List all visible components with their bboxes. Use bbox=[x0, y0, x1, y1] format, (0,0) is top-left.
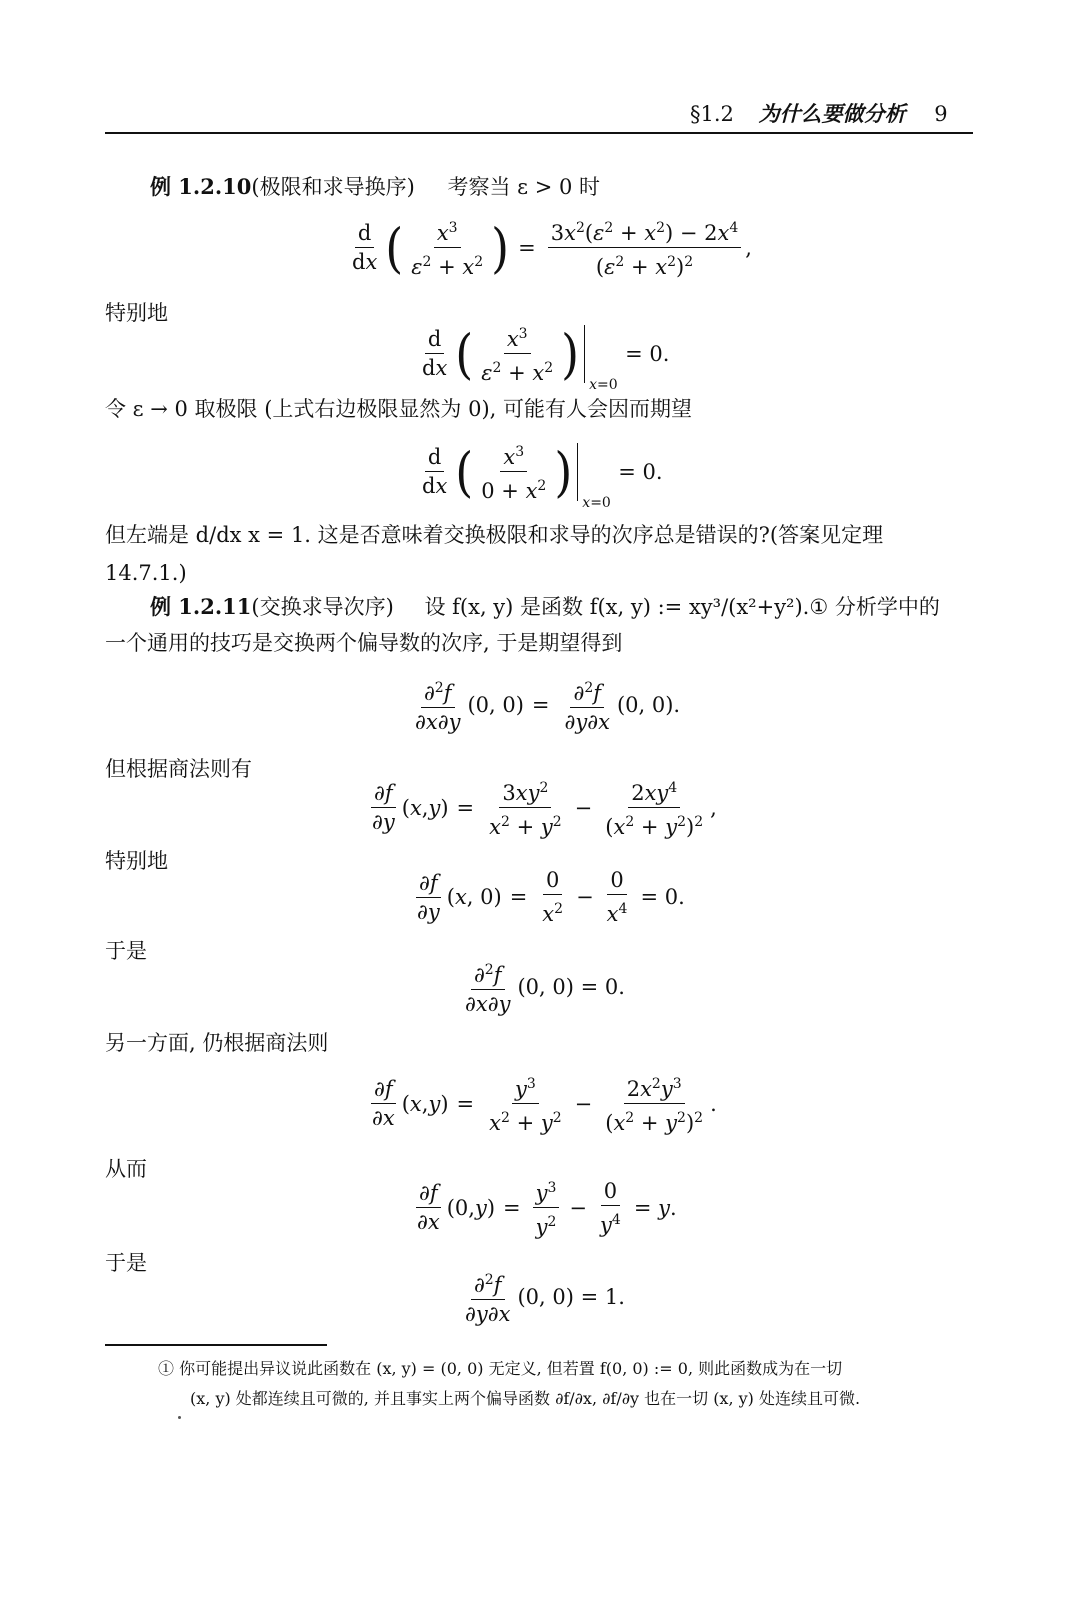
header-title: 为什么要做分析 bbox=[758, 101, 906, 126]
text-quotient-rule: 但根据商法则有 bbox=[105, 757, 252, 781]
text-thus: 从而 bbox=[105, 1157, 147, 1181]
example-2-intro-line2: 一个通用的技巧是交换两个偏导数的次序, 于是期望得到 bbox=[105, 631, 623, 655]
text-but-line1: 但左端是 d/dx x = 1. 这是否意味着交换极限和求导的次序总是错误的?(答案见定理 bbox=[105, 523, 884, 547]
example-1-title: (极限和求导换序) bbox=[251, 175, 415, 199]
equation-dxdy-zero: $\frac{\partial^2f}{\partial x\partial y}$ (0, 0) = 0. bbox=[458, 958, 625, 1016]
page-header bbox=[690, 98, 948, 128]
equation-limit-expected: $\frac{d}{dx}$ ( $\frac{x^3}{0 + x^2}$ ) x=0 = 0. bbox=[422, 440, 663, 511]
text-other-hand: 另一方面, 仍根据商法则 bbox=[105, 1031, 329, 1055]
equation-dydx-one: $\frac{\partial^2f}{\partial y\partial x}$ (0, 0) = 1. bbox=[458, 1268, 625, 1326]
text-special-1: 特别地 bbox=[105, 301, 168, 325]
footnote-text-2: (x, y) 处都连续且可微的, 并且事实上两个偏导函数 ∂f/∂x, ∂f/∂y 也在一切 (x, y) 处连续且可微. bbox=[190, 1389, 861, 1408]
footnote-rule bbox=[105, 1344, 327, 1346]
example-2-heading bbox=[150, 590, 940, 624]
example-1-label: 例 1.2.10 bbox=[150, 174, 252, 199]
footnote-marker: ① bbox=[158, 1359, 175, 1378]
page-number: 9 bbox=[934, 102, 948, 126]
equation-derivative-general: $\frac{d}{dx}$ ( $\frac{x^3}{\varepsilon^2 + x^2}$ ) = $\frac{3x^2(\varepsilon^2 + x^2) - 2x^4}{(\varepsilon^2 + x^2)^2}$ , bbox=[352, 216, 752, 279]
text-but-line2: 14.7.1.) bbox=[105, 561, 187, 585]
example-1-intro: 考察当 ε > 0 时 bbox=[447, 175, 601, 199]
example-2-title: (交换求导次序) bbox=[251, 595, 394, 619]
header-rule bbox=[105, 132, 973, 134]
header-section: §1.2 bbox=[690, 102, 734, 126]
equation-df-dx: $\frac{\partial f}{\partial x}$ ( x , y ) = $\frac{y^3}{x^2 + y^2}$ − $\frac{2x^2y^3}{(x^2 + y^2)^2}$ . bbox=[365, 1072, 717, 1135]
equation-df-dy: $\frac{\partial f}{\partial y}$ ( x , y ) = $\frac{3xy^2}{x^2 + y^2}$ − $\frac{2xy^4}{(x^2 + y^2)^2}$ , bbox=[365, 776, 717, 839]
text-then-1: 于是 bbox=[105, 939, 147, 963]
example-1-heading bbox=[150, 170, 600, 204]
scan-speck bbox=[178, 1416, 181, 1419]
text-then-2: 于是 bbox=[105, 1251, 147, 1275]
example-2-intro-line1: 设 f(x, y) 是函数 f(x, y) := xy³/(x²+y²).① 分析学中的 bbox=[424, 595, 940, 619]
equation-df-dx-at-0y: $\frac{\partial f}{\partial x}$ (0, y ) = $\frac{y^3}{y^2}$ − $\frac{0}{y^4}$ = y. bbox=[410, 1176, 677, 1239]
footnote-text-1: 你可能提出异议说此函数在 (x, y) = (0, 0) 无定义, 但若置 f(0, 0) := 0, 则此函数成为在一切 bbox=[179, 1359, 843, 1378]
equation-derivative-at-zero: $\frac{d}{dx}$ ( $\frac{x^3}{\varepsilon^2 + x^2}$ ) x=0 = 0. bbox=[422, 322, 670, 393]
equation-df-dy-at-x0: $\frac{\partial f}{\partial y}$ ( x , 0) = $\frac{0}{x^2}$ − $\frac{0}{x^4}$ = 0. bbox=[417, 868, 685, 926]
footnote-line1 bbox=[158, 1354, 842, 1384]
example-2-label: 例 1.2.11 bbox=[150, 594, 252, 619]
text-limit: 令 ε → 0 取极限 (上式右边极限显然为 0), 可能有人会因而期望 bbox=[105, 397, 692, 421]
equation-mixed-partials-expected: $\frac{\partial^2f}{\partial x\partial y}$ (0, 0) = $\frac{\partial^2f}{\partial y\partial x}$ (0, 0). bbox=[408, 676, 680, 734]
text-special-2: 特别地 bbox=[105, 849, 168, 873]
